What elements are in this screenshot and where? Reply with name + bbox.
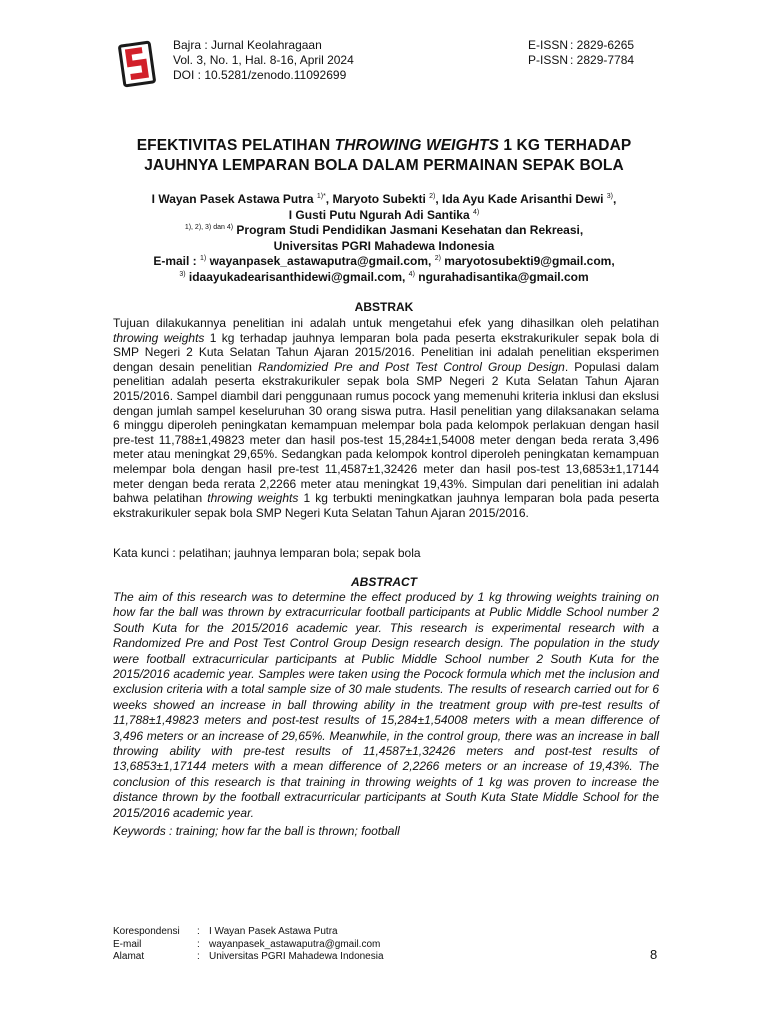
abstrak-paragraph xyxy=(113,316,659,520)
eissn-row xyxy=(528,38,634,53)
email-label: E-mail : xyxy=(153,254,200,268)
journal-logo-icon xyxy=(113,38,161,90)
author-3-comma: , xyxy=(613,192,617,206)
affiliation-program: Program Studi Pendidikan Jasmani Kesehatan dan Rekreasi, xyxy=(233,223,584,237)
author-1-sup: 1)* xyxy=(316,193,326,200)
abstrak-italic-1: throwing weights xyxy=(113,330,205,345)
email-4: ngurahadisantika@gmail.com xyxy=(414,269,589,284)
author-block xyxy=(100,192,668,285)
footer-value: wayanpasek_astawaputra@gmail.com xyxy=(209,938,381,950)
footer-key: E-mail xyxy=(113,938,142,950)
affiliation-sup: 1), 2), 3) dan 4) xyxy=(184,224,234,231)
footer-value: I Wayan Pasek Astawa Putra xyxy=(209,926,338,937)
abstrak-text-1: Tujuan dilakukannya penelitian ini adalah untuk mengetahui efek yang dihasilkan oleh pelatihan xyxy=(113,316,659,330)
author-3-sup: 3) xyxy=(606,193,613,200)
author-4-sup: 4) xyxy=(473,208,480,216)
page-number: 8 xyxy=(650,947,658,962)
footer-key: Korespondensi xyxy=(113,926,180,937)
pissn-value: : 2829-7784 xyxy=(570,53,635,67)
journal-info xyxy=(173,38,354,83)
abstrak-body xyxy=(113,316,659,520)
footer-key: Alamat xyxy=(113,951,145,962)
author-3: , Ida Ayu Kade Arisanthi Dewi xyxy=(435,192,607,206)
authors-line-2 xyxy=(100,208,668,224)
email-2-sup: 2) xyxy=(434,255,441,262)
pissn-label: P-ISSN xyxy=(528,53,569,67)
title-part-italic: THROWING WEIGHTS xyxy=(334,137,499,154)
issn-info xyxy=(528,38,634,68)
authors-line-1 xyxy=(100,192,668,208)
title-line-1 xyxy=(100,136,668,156)
abstrak-heading: ABSTRAK xyxy=(354,300,414,314)
journal-volume: Vol. 3, No. 1, Hal. 8-16, April 2024 xyxy=(173,53,354,67)
paper-title xyxy=(100,136,668,176)
abstrak-keywords: Kata kunci : pelatihan; jauhnya lemparan bola; sepak bola xyxy=(113,546,421,560)
eissn-value: : 2829-6265 xyxy=(570,38,635,52)
email-line-2 xyxy=(100,270,668,286)
footer-row xyxy=(113,939,384,952)
email-2: maryotosubekti9@gmail.com, xyxy=(440,254,615,268)
footer-separator: : xyxy=(197,938,200,950)
title-part-3: 1 KG TERHADAP xyxy=(499,137,632,154)
email-line-1 xyxy=(100,254,668,270)
abstract-body xyxy=(113,590,659,821)
author-2: , Maryoto Subekti xyxy=(325,192,430,206)
email-3: idaayukadearisanthidewi@gmail.com, xyxy=(185,269,409,284)
footer-separator: : xyxy=(197,951,200,962)
email-1-sup: 1) xyxy=(200,255,207,262)
abstract-heading: ABSTRACT xyxy=(351,575,417,589)
eissn-label: E-ISSN xyxy=(528,38,569,52)
abstrak-italic-2: Randomizied Pre and Post Test Control Group Design xyxy=(257,359,565,374)
abstrak-text-4: 1 kg terbukti meningkatkan jauhnya lemparan bola pada peserta ekstrakurikuler sepak bola SMP Negeri Kuta Selatan Tahun Ajaran 2015/2016. xyxy=(113,491,659,520)
abstrak-text-3: . Populasi dalam penelitian adalah peserta ekstrakurikuler sepak bola SMP Negeri 2 Kuta Selatan Tahun Ajaran 2015/2016. Sampel diambil dari penggunaan rumus pocock yang memenuhi kriteria inklusi dan ekslusi dengan jumlah sampel keseluruhan 30 orang siswa putra. Hasil penelitian yang dilaksanakan selama 6 minggu diperoleh peningkatan kemampuan melempar bola pada kelompok perlakuan dengan hasil pre-test 11,788±1,49823 meter dan hasil pos-test 15,284±1,54008 meter dengan beda rerata 3,496 meter atau meningkat 29,65%. Sedangkan pada kelompok kontrol diperoleh peningkatan kemampuan melempar bola dengan hasil pre-test 11,4587±1,32426 meter dan hasil pos-test 13,6853±1,17144 meter dengan beda rerata 2,2266 meter atau meningkat 19,43%. Simpulan dari penelitian ini adalah bahwa pelatihan xyxy=(113,359,660,506)
author-1: I Wayan Pasek Astawa Putra xyxy=(151,192,317,206)
author-4: I Gusti Putu Ngurah Adi Santika xyxy=(288,207,473,222)
journal-doi: DOI : 10.5281/zenodo.11092699 xyxy=(173,68,347,82)
email-1: wayanpasek_astawaputra@gmail.com, xyxy=(206,254,435,268)
journal-name: Bajra : Jurnal Keolahragaan xyxy=(173,38,322,52)
title-part-1: EFEKTIVITAS PELATIHAN xyxy=(136,137,335,154)
abstrak-italic-3: throwing weights xyxy=(207,491,299,506)
affiliation-line-2: Universitas PGRI Mahadewa Indonesia xyxy=(273,238,495,253)
email-4-sup: 4) xyxy=(408,270,415,278)
title-line-2: JAUHNYA LEMPARAN BOLA DALAM PERMAINAN SEPAK BOLA xyxy=(144,157,624,174)
author-2-sup: 2) xyxy=(429,193,436,200)
abstract-paragraph: The aim of this research was to determine the effect produced by 1 kg throwing weights training on how far the ball was thrown by extracurricular football participants at Public Middle School number 2 South Kuta for the 2015/2016 academic year. This research is experimental research with a Randomized Pre and Post Test Control Group Design research design. The population in the study were football extracurricular participants at Public Middle School number 2 South Kuta for the 2015/2016 academic year. Samples were taken using the Pocock formula which met the inclusion and exclusion criteria with a total sample size of 30 male students. The results of research carried out for 6 weeks showed an increase in ball throwing ability in the treatment group with pre-test results of 11,788±1,49823 meters and post-test results of 15,284±1,54008 meters with a mean difference of 3,496 meters or an increase of 29,65%. Meanwhile, in the control group, there was an increase in ball throwing ability with pre-test results of 11,4587±1,32426 meters and post-test results of 13,6853±1,17144 meters with a mean difference of 2,2266 meters or an increase of 19,43%. The conclusion of this research is that training in throwing weights of 1 kg was proven to increase the distance thrown by the football extracurricular participants at South Kuta State Middle School for the 2015/2016 academic year. xyxy=(113,590,659,820)
abstrak-text-2: 1 kg terhadap jauhnya lemparan bola pada peserta ekstrakurikuler sepak bola di SMP Negeri 2 Kuta Selatan Tahun Ajaran 2015/2016. Penelitian ini adalah penelitian eksperimen dengan desain penelitian xyxy=(113,330,659,374)
pissn-row xyxy=(528,53,634,68)
footer-value: Universitas PGRI Mahadewa Indonesia xyxy=(209,951,384,962)
footer-row xyxy=(113,951,384,964)
email-3-sup: 3) xyxy=(179,270,186,278)
correspondence-footer xyxy=(113,926,384,964)
footer-separator: : xyxy=(197,926,200,937)
footer-row xyxy=(113,926,384,939)
abstract-keywords: Keywords : training; how far the ball is thrown; football xyxy=(113,824,400,838)
affiliation-line-1 xyxy=(100,223,668,239)
